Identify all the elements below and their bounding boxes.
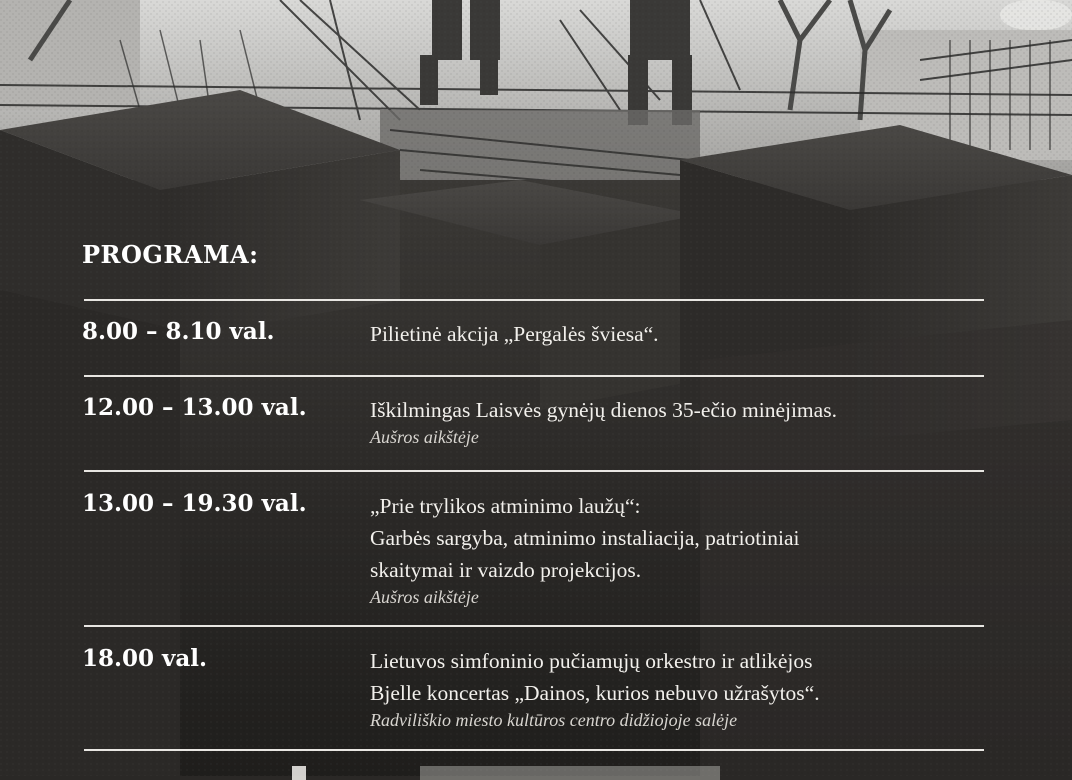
event-description-line: Bjelle koncertas „Dainos, kurios nebuvo užrašytos“. [370,681,820,705]
divider [84,375,984,377]
divider [84,749,984,751]
event-description [370,645,990,731]
event-venue: Aušros aikštėje [370,587,479,607]
event-description-line: Pilietinė akcija „Pergalės šviesa“. [370,322,659,346]
event-description [370,490,990,608]
divider [84,299,984,301]
event-description [370,318,990,350]
event-description-line: „Prie trylikos atminimo laužų“: [370,494,641,518]
divider [84,470,984,472]
event-description-line: Garbės sargyba, atminimo instaliacija, patriotiniai [370,526,800,550]
event-description-line: skaitymai ir vaizdo projekcijos. [370,558,642,582]
event-time: 18.00 val. [82,645,208,672]
event-venue: Aušros aikštėje [370,427,479,447]
event-time: 12.00 – 13.00 val. [82,394,307,421]
event-description [370,394,990,448]
event-time: 8.00 – 8.10 val. [82,318,275,345]
cropped-text-fragment [292,766,306,780]
event-description-line: Lietuvos simfoninio pučiamųjų orkestro ir atlikėjos [370,649,813,673]
event-time: 13.00 – 19.30 val. [82,490,307,517]
divider [84,625,984,627]
event-description-line: Iškilmingas Laisvės gynėjų dienos 35-ečio minėjimas. [370,398,837,422]
cropped-text-fragment [420,766,720,780]
program-heading: PROGRAMA: [82,240,259,269]
event-venue: Radviliškio miesto kultūros centro didžiojoje salėje [370,710,738,730]
